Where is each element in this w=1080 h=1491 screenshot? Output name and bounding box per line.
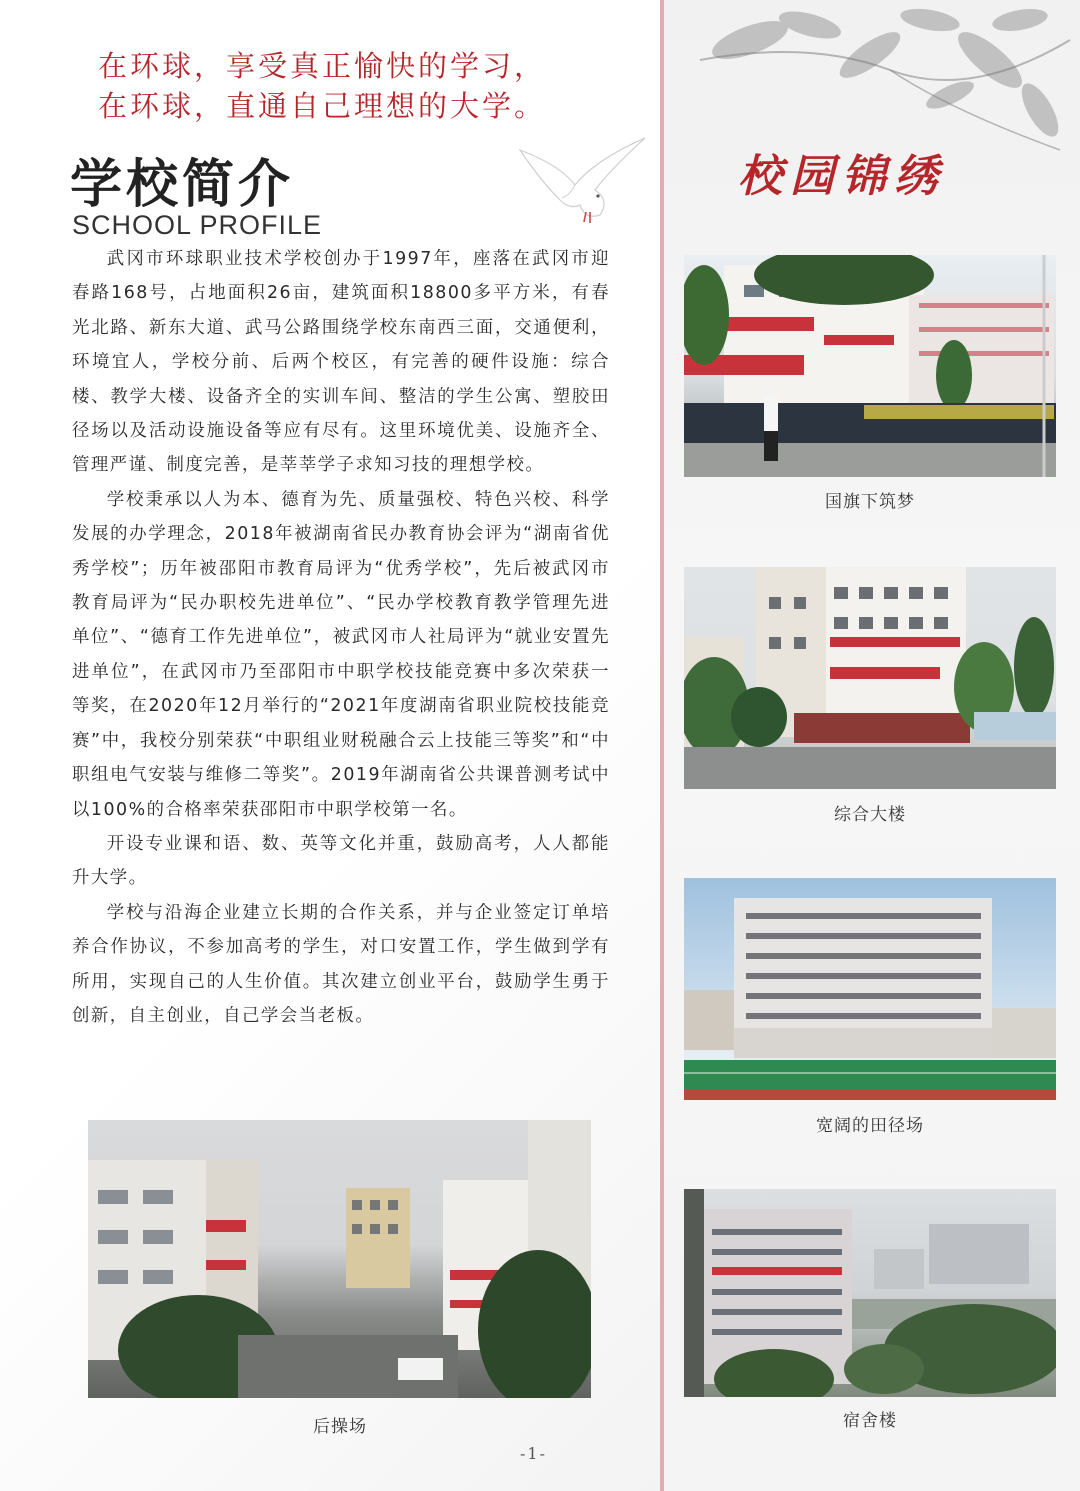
main-building-caption: 综合大楼: [834, 805, 906, 825]
back-playground-caption: 后操场: [313, 1417, 367, 1437]
profile-title: 学校简介: [70, 155, 295, 215]
back-playground-photo: [88, 1120, 591, 1398]
profile-paragraph-4: 学校与沿海企业建立长期的合作关系，并与企业签定订单培养合作协议，不参加高考的学生，对口安置工作，学生做到学有所用，实现自己的人生价值。其次建立创业平台，鼓励学生勇于创新，自主创业，自己学会当老板。: [72, 902, 610, 1026]
flag-ceremony-photo: [684, 255, 1056, 477]
profile-paragraph-3: 开设专业课和语、数、英等文化并重，鼓励高考，人人都能升大学。: [72, 833, 610, 889]
flag-ceremony-caption: 国旗下筑梦: [825, 492, 915, 512]
page-number: -1-: [520, 1444, 547, 1463]
track-field-photo: [684, 878, 1056, 1100]
profile-subtitle: SCHOOL PROFILE: [72, 210, 323, 240]
slogan-line-2: 在环球，直通自己理想的大学。: [98, 89, 547, 123]
profile-paragraph-2: 学校秉承以人为本、德育为先、质量强校、特色兴校、科学发展的办学理念，2018年被湖南省民办教育协会评为“湖南省优秀学校”；历年被邵阳市教育局评为“优秀学校”，先后被武冈市教育局评为“民办职校先进单位”、“民办学校教育教学管理先进单位”、“德育工作先进单位”，被武冈市人社局评为“就业安置先进单位”，在武冈市乃至邵阳市中职学校技能竞赛中多次荣获一等奖，在2020年12月举行的“2021年度湖南省职业院校技能竞赛”中，我校分别荣获“中职组业财税融合云上技能三等奖”和“中职组电气安装与维修二等奖”。2019年湖南省公共课普测考试中以100%的合格率荣获邵阳市中职学校第一名。: [72, 489, 611, 820]
dormitory-caption: 宿舍楼: [843, 1411, 897, 1431]
dove-icon: [500, 130, 650, 225]
main-building-photo: [684, 567, 1056, 789]
profile-paragraph-1: 武冈市环球职业技术学校创办于1997年，座落在武冈市迎春路168号，占地面积26亩，建筑面积18800多平方米，有春光北路、新东大道、武马公路围绕学校东南西三面，交通便利，环境宜人，学校分前、后两个校区，有完善的硬件设施：综合楼、教学大楼、设备齐全的实训车间、整洁的学生公寓、塑胶田径场以及活动设施设备等应有尽有。这里环境优美、设施齐全、管理严谨、制度完善，是莘莘学子求知习技的理想学校。: [72, 249, 610, 476]
dormitory-photo: [684, 1189, 1056, 1397]
track-field-caption: 宽阔的田径场: [816, 1116, 924, 1136]
campus-title: 校园锦绣: [738, 151, 946, 202]
profile-body: [72, 242, 610, 1033]
slogan-line-1: 在环球，享受真正愉快的学习，: [98, 49, 547, 83]
